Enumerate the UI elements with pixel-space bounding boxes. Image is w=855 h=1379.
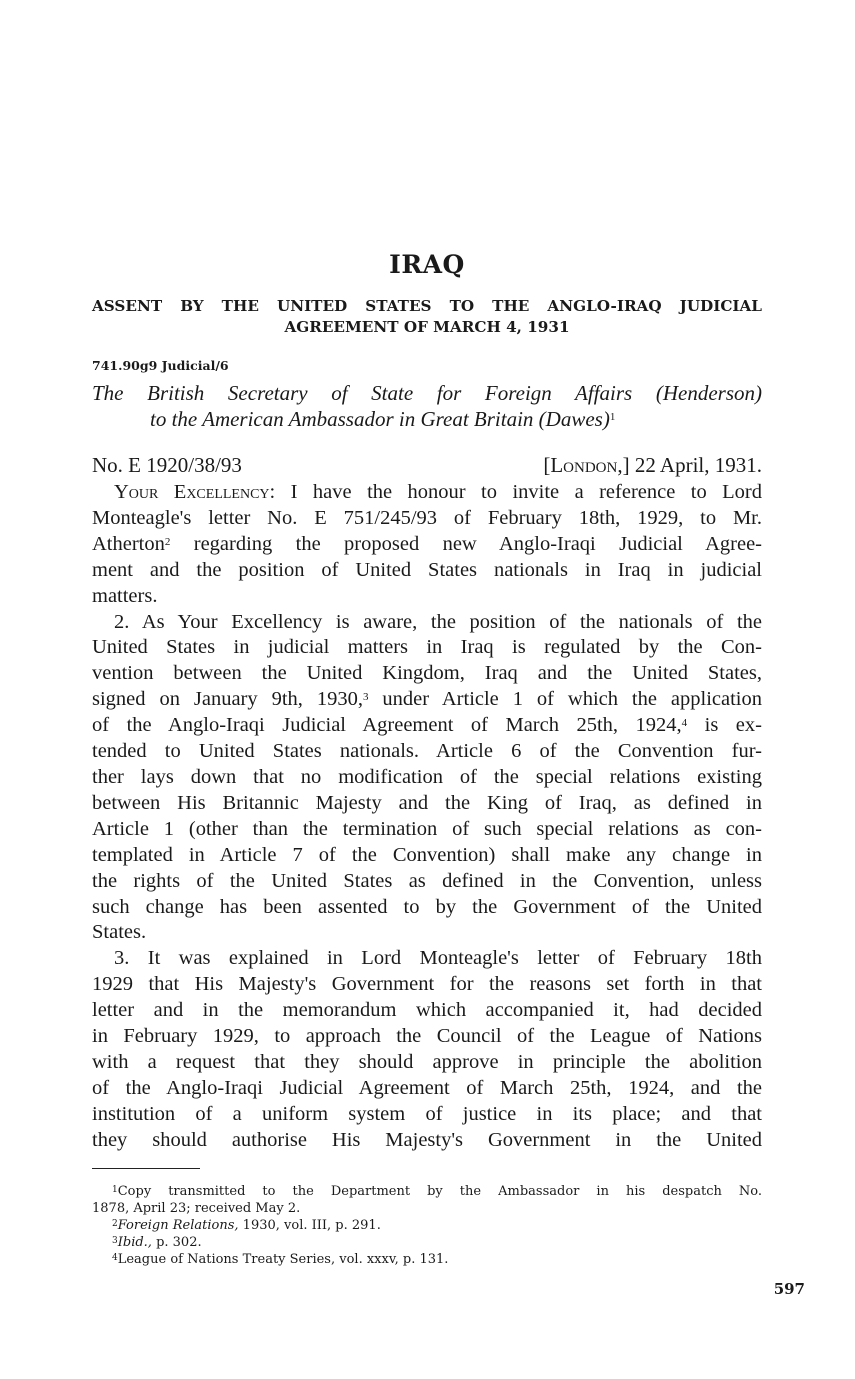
document-title-line-2-text: to the American Ambassador in Great Britain (Dawes) (150, 407, 610, 431)
body-line: between His Britannic Majesty and the King of Iraq, as defined in (92, 791, 762, 814)
body-line: matters. (92, 584, 158, 607)
reference-line (92, 453, 762, 478)
body-line: they should authorise His Majesty's Government in the United (92, 1128, 762, 1151)
body-line: 1929 that His Majesty's Government for the reasons set forth in that (92, 973, 762, 996)
footnote-1-continued: 1878, April 23; received May 2. (92, 1201, 301, 1216)
subheading-line-1: ASSENT BY THE UNITED STATES TO THE ANGLO-IRAQ JUDICIAL (92, 297, 762, 315)
body-line: ther lays down that no modification of the special relations existing (92, 765, 762, 788)
footnote-2: $^2$Foreign Relations, 1930, vol. III, p. 291. (112, 1218, 381, 1233)
body-line: signed on January 9th, 1930,$^3$ under Article 1 of which the application (92, 688, 762, 711)
footnote-4: $^4$League of Nations Treaty Series, vol. xxxv, p. 131. (112, 1252, 449, 1267)
document-title (92, 380, 762, 432)
subheading-line-2: AGREEMENT OF MARCH 4, 1931 (284, 318, 570, 336)
letter-place: [London,] (543, 453, 630, 477)
page-heading: IRAQ (389, 250, 465, 279)
footnote-mark-3: 3 (362, 691, 369, 704)
body-line: States. (92, 921, 147, 944)
body-line: United States in judicial matters in Iraq is regulated by the Con- (92, 636, 762, 659)
section-subheading (92, 296, 762, 338)
body-line: vention between the United Kingdom, Iraq and the United States, (92, 662, 762, 685)
body-line: Article 1 (other than the termination of such special relations as con- (92, 817, 762, 840)
footnotes (92, 1183, 762, 1268)
body-line: Atherton$^2$ regarding the proposed new Anglo-Iraqi Judicial Agree- (92, 532, 762, 555)
body-line: templated in Article 7 of the Convention) shall make any change in (92, 843, 762, 866)
body-line: Monteagle's letter No. E 751/245/93 of February 18th, 1929, to Mr. (92, 506, 762, 529)
body-line: 2. As Your Excellency is aware, the position of the nationals of the (114, 610, 762, 633)
body-line: Your Excellency: I have the honour to invite a reference to Lord (114, 481, 762, 503)
document-title-line-2 (92, 406, 762, 432)
body-line: institution of a uniform system of justice in its place; and that (92, 1102, 762, 1125)
document-title-line-1: The British Secretary of State for Foreign Affairs (Henderson) (92, 381, 762, 405)
salutation: Your Excellency: (114, 481, 276, 503)
footnote-3: $^3$Ibid., p. 302. (112, 1235, 202, 1250)
body-line: with a request that they should approve in principle the abolition (92, 1050, 762, 1073)
page-number: 597 (773, 1280, 805, 1298)
footnote-mark-2: 2 (164, 535, 171, 548)
body-line: tended to United States nationals. Article 6 of the Convention fur- (92, 740, 762, 763)
body-line: ment and the position of United States nationals in Iraq in judicial (92, 558, 762, 581)
body-line: of the Anglo-Iraqi Judicial Agreement of March 25th, 1924, and the (92, 1076, 762, 1099)
body-line: in February 1929, to approach the Council of the League of Nations (92, 1025, 762, 1048)
footnote-divider (92, 1168, 200, 1169)
footnote-mark-1: 1 (609, 411, 616, 423)
file-number: 741.90g9 Judicial/6 (92, 358, 229, 373)
body-line: letter and in the memorandum which accompanied it, had decided (92, 999, 762, 1022)
body-line: such change has been assented to by the Government of the United (92, 895, 762, 918)
footnote-1: $^1$Copy transmitted to the Department by the Ambassador in his despatch No. (112, 1184, 762, 1199)
body-line: of the Anglo-Iraqi Judicial Agreement of March 25th, 1924,$^4$ is ex- (92, 714, 762, 737)
letter-number: No. E 1920/38/93 (92, 453, 242, 477)
body-line: 3. It was explained in Lord Monteagle's letter of February 18th (114, 947, 762, 970)
place-and-date (543, 453, 762, 478)
body-line: the rights of the United States as defined in the Convention, unless (92, 869, 762, 892)
footnote-mark-4: 4 (681, 717, 688, 730)
letter-date: 22 April, 1931. (634, 453, 762, 477)
letter-body (92, 480, 762, 1154)
